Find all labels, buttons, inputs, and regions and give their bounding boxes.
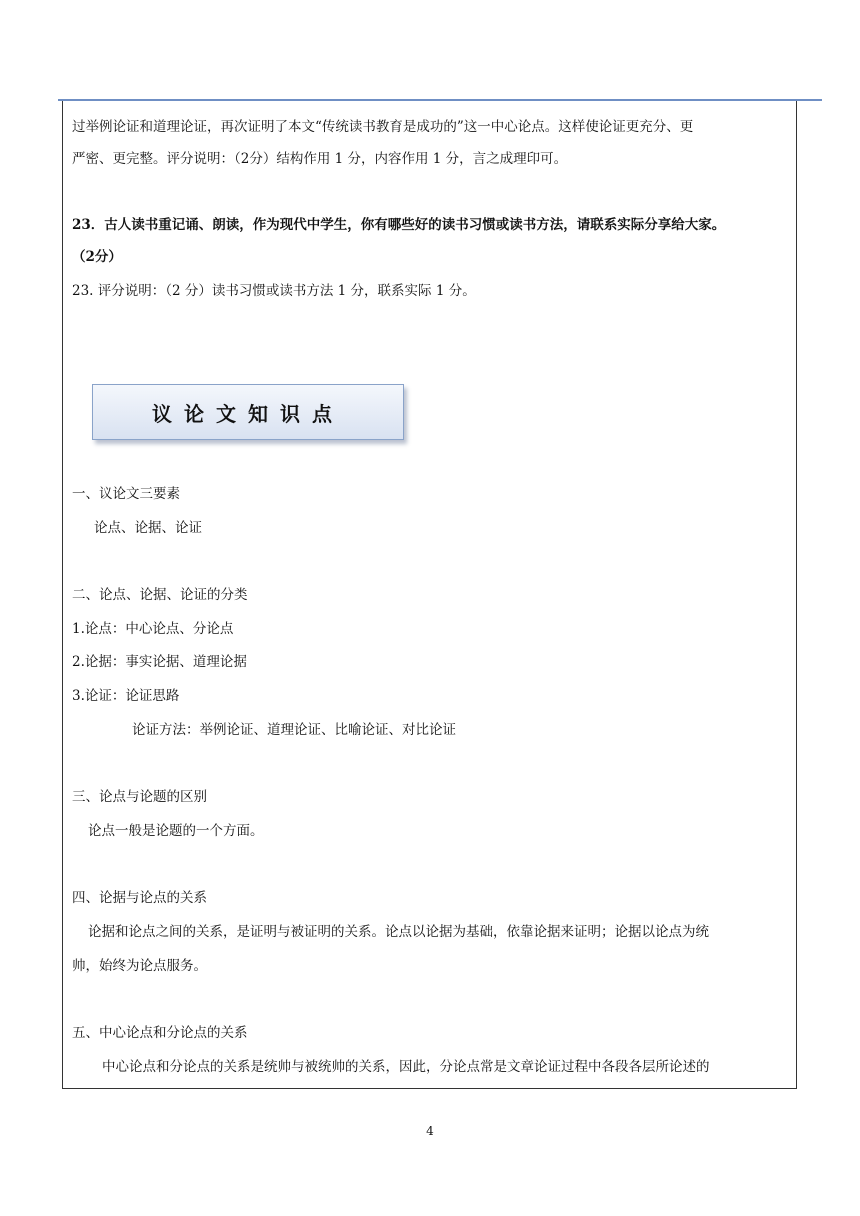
- question-23-score: （2分）: [72, 249, 122, 265]
- section-body: 中心论点和分论点的关系是统帅与被统帅的关系，因此，分论点常是文章论证过程中各段各层所论述的: [102, 1059, 710, 1075]
- section-heading: 五、中心论点和分论点的关系: [72, 1025, 248, 1041]
- list-item: 1.论点：中心论点、分论点: [72, 621, 234, 637]
- section-body: 论点、论据、论证: [94, 520, 202, 536]
- section-heading: 一、议论文三要素: [72, 486, 180, 502]
- page-number: 4: [426, 1124, 434, 1138]
- paragraph-line: 过举例论证和道理论证，再次证明了本文“传统读书教育是成功的”这一中心论点。这样使论证更充分、更: [72, 119, 694, 135]
- list-item: 3.论证：论证思路: [72, 688, 180, 704]
- paragraph-line: 严密、更完整。评分说明：（2分）结构作用 1 分，内容作用 1 分，言之成理印可。: [72, 151, 568, 167]
- section-heading: 二、论点、论据、论证的分类: [72, 587, 248, 603]
- section-title-box: 议论文知识点: [92, 384, 404, 440]
- list-item: 2.论据：事实论据、道理论据: [72, 654, 247, 670]
- section-body: 论据和论点之间的关系，是证明与被证明的关系。论点以论据为基础，依靠论据来证明；论据以论点为统: [88, 924, 709, 940]
- section-heading: 三、论点与论题的区别: [72, 789, 207, 805]
- section-body: 帅，始终为论点服务。: [72, 958, 207, 974]
- list-subitem: 论证方法：举例论证、道理论证、比喻论证、对比论证: [132, 722, 456, 738]
- answer-23: 23. 评分说明：（2 分）读书习惯或读书方法 1 分，联系实际 1 分。: [72, 283, 476, 299]
- section-body: 论点一般是论题的一个方面。: [88, 823, 264, 839]
- section-heading: 四、论据与论点的关系: [72, 890, 207, 906]
- question-23: 23．古人读书重记诵、朗读，作为现代中学生，你有哪些好的读书习惯或读书方法，请联系实际分享给大家。: [72, 217, 726, 233]
